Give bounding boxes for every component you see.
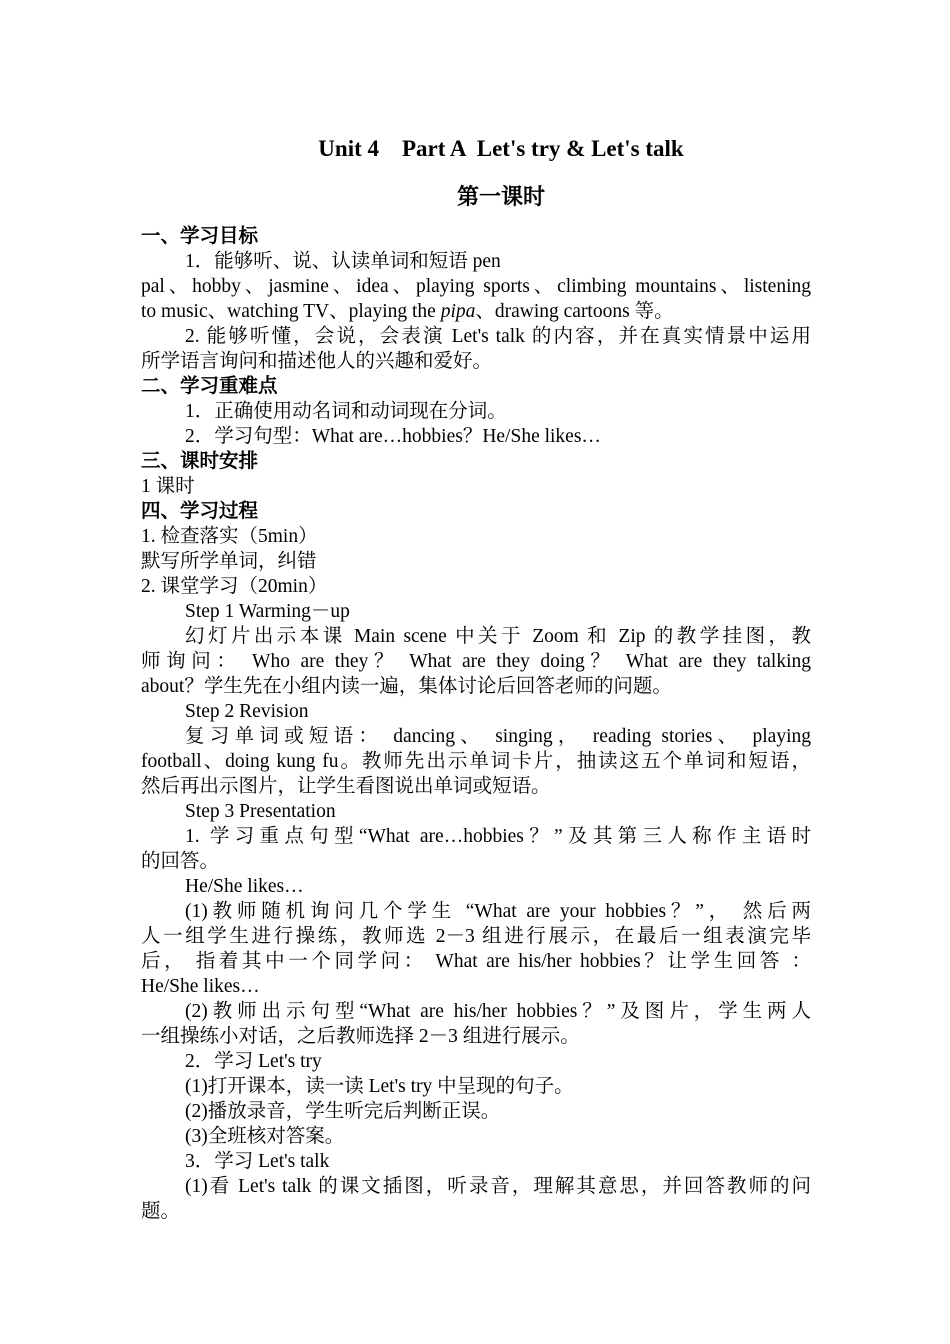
step-1-line-3: about？学生先在小组内读一遍，集体讨论后回答老师的问题。 — [141, 676, 672, 697]
step-3-para-1-line-1: (1)教师随机询问几个学生 “What are your hobbies？”， 然后两 — [185, 901, 811, 922]
section-process — [141, 499, 811, 1224]
section-key-points — [141, 374, 811, 449]
step-3-item-1-line-1: 1. 学习重点句型“What are…hobbies？”及其第三人称作主语时 — [185, 826, 811, 847]
key-point-1: 1．正确使用动名词和动词现在分词。 — [185, 401, 507, 422]
goal-item-2-line-2: 所学语言询问和描述他人的兴趣和爱好。 — [141, 351, 493, 372]
goal-item-1-line-2: pal、hobby、jasmine、idea、playing sports、climbing mountains、listening — [141, 276, 811, 297]
text-span: to music、watching TV、playing the — [141, 301, 441, 322]
section-heading: 二、学习重难点 — [141, 376, 278, 397]
step-3-para-1-line-3: 后， 指着其中一个同学问： What are his/her hobbies？让学生回答 ： — [141, 951, 811, 972]
document-page — [141, 130, 811, 1224]
step-3-para-1-line-4: He/She likes… — [141, 976, 260, 997]
key-point-2: 2．学习句型：What are…hobbies？He/She likes… — [185, 426, 601, 447]
step-3-item-2-sub-3: (3)全班核对答案。 — [185, 1126, 345, 1147]
step-1-line-2: 师询问： Who are they？ What are they doing？ What are they talking — [141, 651, 811, 672]
section-goals — [141, 224, 811, 374]
check-text: 默写所学单词，纠错 — [141, 551, 317, 572]
section-heading: 三、课时安排 — [141, 451, 259, 472]
step-2-line-2: football、doing kung fu。教师先出示单词卡片，抽读这五个单词和短语， — [141, 751, 811, 772]
section-heading: 一、学习目标 — [141, 226, 259, 247]
step-3-title: Step 3 Presentation — [185, 801, 336, 822]
step-2-line-3: 然后再出示图片，让学生看图说出单词或短语。 — [141, 776, 551, 797]
lesson-period: 第一课时 — [456, 184, 545, 209]
step-3-item-3-sub-1-line-1: (1)看 Let's talk 的课文插图，听录音，理解其意思，并回答教师的问 — [185, 1176, 811, 1197]
step-2-title: Step 2 Revision — [185, 701, 309, 722]
goal-item-1-line-3 — [141, 299, 811, 324]
step-3-para-2-line-1: (2)教师出示句型“What are his/her hobbies？”及图片，学生两人 — [185, 1001, 811, 1022]
text-span: 、drawing cartoons 等。 — [475, 301, 674, 322]
step-3-item-1-line-3: He/She likes… — [185, 876, 304, 897]
step-3-para-1-line-2: 人一组学生进行操练，教师选 2－3 组进行展示，在最后一组表演完毕 — [141, 926, 811, 947]
check-title: 1. 检查落实（5min） — [141, 526, 318, 547]
step-3-item-2-title: 2．学习 Let's try — [185, 1051, 322, 1072]
page-title: Unit 4 Part A Let's try & Let's talk — [318, 136, 684, 161]
goal-item-1-line-1: 1．能够听、说、认读单词和短语 pen — [185, 251, 501, 272]
step-2-line-1: 复习单词或短语： dancing、 singing， reading stories、 playing — [185, 726, 811, 747]
goal-item-2-line-1: 2. 能够听懂，会说，会表演 Let's talk 的内容，并在真实情景中运用 — [185, 326, 811, 347]
step-3-item-3-title: 3．学习 Let's talk — [185, 1151, 330, 1172]
step-3-item-2-sub-2: (2)播放录音，学生听完后判断正误。 — [185, 1101, 501, 1122]
class-title: 2. 课堂学习（20min） — [141, 576, 328, 597]
step-3-para-2-line-2: 一组操练小对话，之后教师选择 2－3 组进行展示。 — [141, 1026, 580, 1047]
step-3-item-3-sub-1-line-2: 题。 — [141, 1201, 181, 1222]
section-schedule — [141, 449, 811, 499]
step-3-item-1-line-2: 的回答。 — [141, 851, 220, 872]
italic-term: pipa — [440, 301, 476, 322]
schedule-text: 1 课时 — [141, 476, 195, 497]
section-heading: 四、学习过程 — [141, 501, 259, 522]
step-3-item-2-sub-1: (1)打开课本，读一读 Let's try 中呈现的句子。 — [185, 1076, 574, 1097]
step-1-title: Step 1 Warming－up — [185, 601, 350, 622]
step-1-line-1: 幻灯片出示本课 Main scene 中关于 Zoom 和 Zip 的教学挂图，教 — [185, 626, 811, 647]
